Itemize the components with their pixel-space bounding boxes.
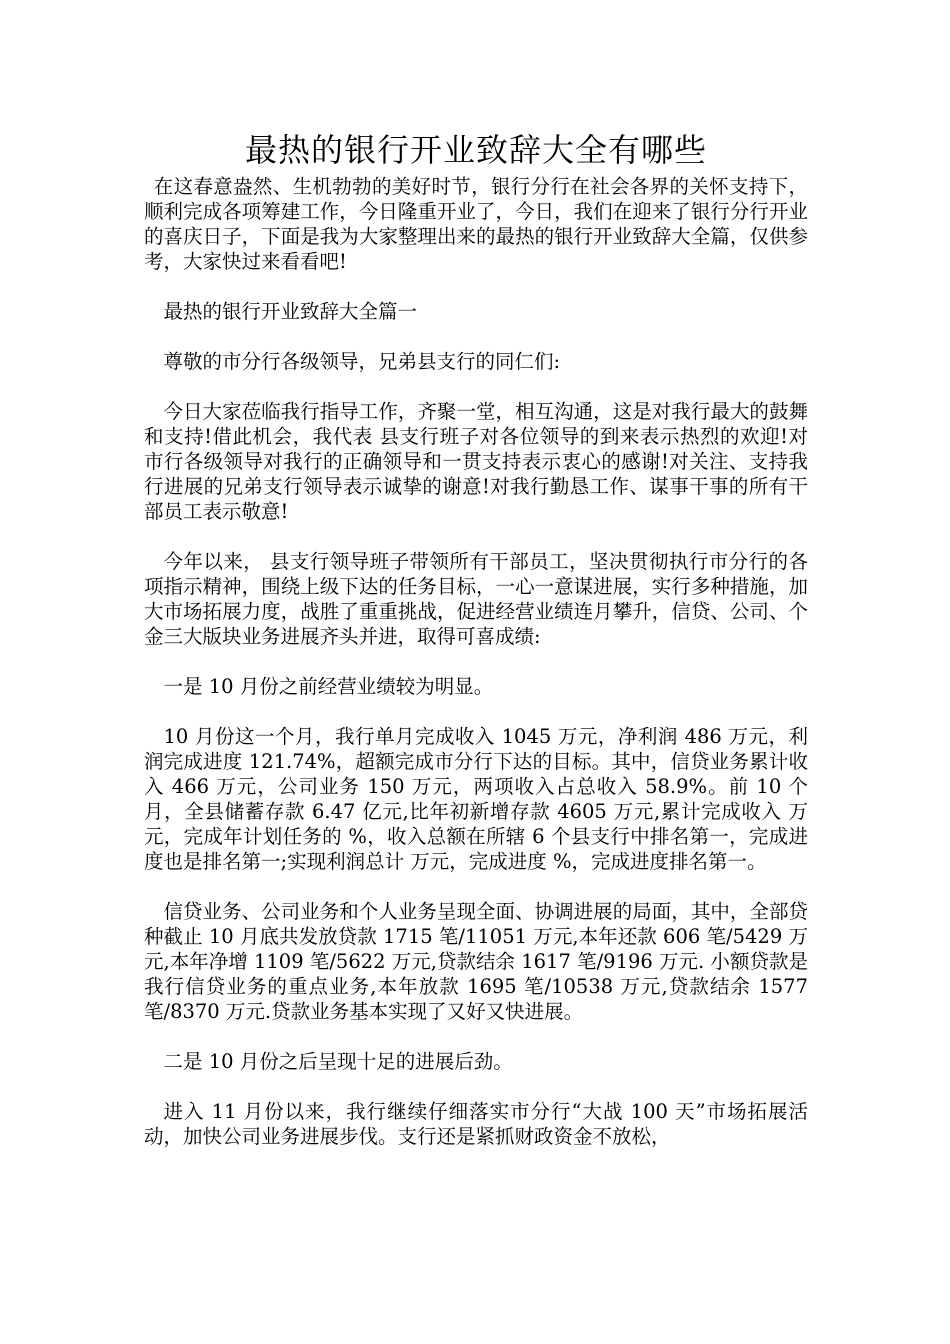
paragraph-loan-business: 信贷业务、公司业务和个人业务呈现全面、协调进展的局面，其中，全部贷种截止 10 月底共发放贷款 1715 笔/11051 万元,本年还款 606 笔/5429 万元,本年净增 1109 笔/5622 万元,贷款结余 1617 笔/9196 万元. 小额贷款是我行信贷业务的重点业务,本年放款 1695 笔/10538 万元,贷款结余 1577 笔/8370 万元.贷款业务基本实现了又好又快进展。	[144, 900, 808, 1023]
paragraph-gap	[144, 524, 808, 549]
paragraph-october-results: 10 月份这一个月，我行单月完成收入 1045 万元，净利润 486 万元，利润完成进度 121.74%，超额完成市分行下达的目标。其中，信贷业务累计收入 466 万元，公司业务 150 万元，两项收入占总收入 58.9%。前 10 个月，全县储蓄存款 6.47 亿元,比年初新增存款 4605 万元,累计完成收入 万元，完成年计划任务的 %，收入总额在所辖 6 个县支行中排名第一，完成进度也是排名第一;实现利润总计 万元，完成进度 %，完成进度排名第一。	[144, 725, 808, 873]
paragraph-gap	[144, 274, 808, 299]
paragraph-gap	[144, 374, 808, 399]
paragraph-gap	[144, 649, 808, 674]
document-title: 最热的银行开业致辞大全有哪些	[244, 131, 707, 169]
paragraph-gap	[144, 1074, 808, 1099]
paragraph-intro: 在这春意盎然、生机勃勃的美好时节，银行分行在社会各界的关怀支持下，顺利完成各项筹建工作，今日隆重开业了，今日，我们在迎来了银行分行开业的喜庆日子，下面是我为大家整理出来的最热的银行开业致辞大全篇，仅供参考，大家快过来看看吧!	[144, 175, 808, 273]
paragraph-gap	[144, 699, 808, 724]
point-one-heading: 一是 10 月份之前经营业绩较为明显。	[163, 675, 494, 698]
paragraph-gap	[144, 874, 808, 899]
document-page	[144, 128, 808, 1149]
salutation: 尊敬的市分行各级领导，兄弟县支行的同仁们:	[163, 350, 561, 373]
paragraph-overview: 今年以来， 县支行领导班子带领所有干部员工，坚决贯彻执行市分行的各项指示精神，围绕上级下达的任务目标，一心一意谋进展，实行多种措施，加大市场拓展力度，战胜了重重挑战，促进经营业绩连月攀升，信贷、公司、个金三大版块业务进展齐头并进，取得可喜成绩:	[144, 550, 808, 648]
section-heading: 最热的银行开业致辞大全篇一	[163, 300, 418, 323]
paragraph-gap	[144, 324, 808, 349]
paragraph-gap	[144, 1024, 808, 1049]
point-two-heading: 二是 10 月份之后呈现十足的进展后劲。	[163, 1050, 513, 1073]
paragraph-november: 进入 11 月份以来，我行继续仔细落实市分行“大战 100 天”市场拓展活动，加快公司业务进展步伐。支行还是紧抓财政资金不放松，	[144, 1100, 808, 1148]
paragraph-welcome: 今日大家莅临我行指导工作，齐聚一堂，相互沟通，这是对我行最大的鼓舞和支持!借此机会，我代表 县支行班子对各位领导的到来表示热烈的欢迎!对市行各级领导对我行的正确领导和一贯支持表示衷心的感谢!对关注、支持我行进展的兄弟支行领导表示诚挚的谢意!对我行勤恳工作、谋事干事的所有干部员工表示敬意!	[144, 400, 808, 523]
